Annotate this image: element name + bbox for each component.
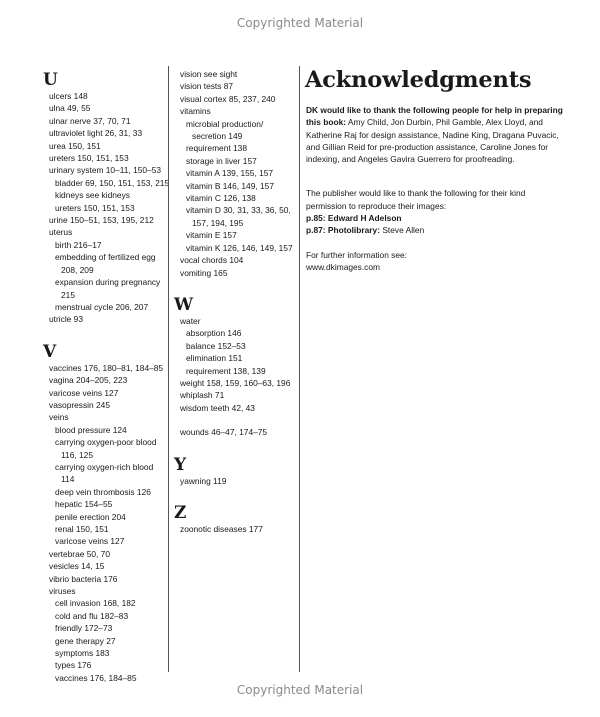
index-entry: ulna 49, 55 <box>49 103 91 114</box>
permissions-paragraph <box>306 187 566 236</box>
index-entry: urinary system 10–11, 150–53 <box>49 165 162 176</box>
index-entry: vision see sight <box>180 69 238 79</box>
index-subentry: vitamin D 30, 31, 33, 36, 50, <box>186 205 291 216</box>
website-link[interactable]: www.dkimages.com <box>306 261 381 272</box>
credit-p87-name: Steve Allen <box>380 225 425 236</box>
index-entry: varicose veins 127 <box>49 387 119 398</box>
section-spacer <box>174 487 294 501</box>
index-entry: urea 150, 151 <box>49 140 101 151</box>
index-section-letter: Y <box>174 454 187 475</box>
index-entry: utricle 93 <box>49 314 83 325</box>
index-entry: vomiting 165 <box>180 267 228 278</box>
index-subentry: cold and flu 182–83 <box>55 610 129 621</box>
index-entry: wounds 46–47, 174–75 <box>180 427 268 438</box>
copyright-watermark-bottom: Copyrighted Material <box>236 683 364 697</box>
index-entry: wisdom teeth 42, 43 <box>180 402 255 413</box>
index-entry: vertebrae 50, 70 <box>49 548 110 559</box>
index-entry: vesicles 14, 15 <box>49 561 105 572</box>
index-subentry: 208, 209 <box>61 264 94 275</box>
thanks-paragraph <box>306 104 566 165</box>
acknowledgments-title: Acknowledgments <box>305 67 532 93</box>
acknowledgments-section <box>306 66 566 285</box>
index-subentry: 215 <box>61 289 75 300</box>
index-subentry: birth 216–17 <box>55 239 102 250</box>
index-subentry: symptoms 183 <box>55 648 110 659</box>
index-entry: vision tests 87 <box>180 81 234 92</box>
index-entry: vitamins <box>180 106 211 117</box>
index-section-letter: Z <box>174 502 187 523</box>
section-spacer <box>43 326 165 340</box>
index-subentry: vitamin E 157 <box>186 230 237 241</box>
column-divider <box>299 66 300 672</box>
index-subentry: gene therapy 27 <box>55 635 116 646</box>
index-subentry: elimination 151 <box>186 353 243 364</box>
credit-p85: p.85: Edward H Adelson <box>306 213 402 224</box>
index-subentry: bladder 69, 150, 151, 153, 215 <box>55 177 170 188</box>
permissions-text: The publisher would like to thank the following for their kind permission to reproduce their images: <box>306 188 526 211</box>
index-entry: vocal chords 104 <box>180 255 244 266</box>
section-spacer <box>174 279 294 293</box>
index-subentry: absorption 146 <box>186 328 242 339</box>
index-entry: vaccines 176, 180–81, 184–85 <box>49 362 164 373</box>
index-entry: vibrio bacteria 176 <box>49 573 118 584</box>
section-spacer <box>174 414 294 426</box>
index-subentry: vitamin B 146, 149, 157 <box>186 180 274 191</box>
index-subentry: kidneys see kidneys <box>55 190 130 201</box>
further-info-text: For further information see: <box>306 249 408 260</box>
index-entry: ulnar nerve 37, 70, 71 <box>49 115 131 126</box>
index-entry: visual cortex 85, 237, 240 <box>180 93 276 104</box>
index-subentry: vitamin A 139, 155, 157 <box>186 168 274 179</box>
index-section-letter: U <box>43 70 58 90</box>
index-subentry: cell invasion 168, 182 <box>55 598 136 609</box>
index-entry: whiplash 71 <box>180 390 225 401</box>
index-subentry: vaccines 176, 184–85 <box>55 672 137 683</box>
index-entry: ureters 150, 151, 153 <box>49 153 129 164</box>
thanks-lead: DK would like to thank the following people for help in preparing this book: <box>306 105 563 128</box>
index-entry: veins <box>49 412 69 423</box>
index-subentry: carrying oxygen-poor blood <box>55 437 157 448</box>
thanks-text: Amy Child, Jon Durbin, Phil Gamble, Alex Lloyd, and Katherine Raj for design assistance, Nadine King, Dragana Puvacic, and Gillian Reid for pre-production assistance, Caroline Jones for indexing, and Angeles Gavira Guerrero for proofreading. <box>306 117 559 165</box>
index-subentry: varicose veins 127 <box>55 536 125 547</box>
index-subentry: 114 <box>61 474 75 485</box>
index-subentry: vitamin C 126, 138 <box>186 193 256 204</box>
index-entry: viruses <box>49 586 76 597</box>
credit-p87-label: p.87: Photolibrary: <box>306 225 380 236</box>
index-subentry: types 176 <box>55 660 92 671</box>
index-subentry: blood pressure 124 <box>55 424 127 435</box>
index-entry: water <box>180 315 201 326</box>
index-section-letter: V <box>43 341 57 362</box>
index-entry: vasopressin 245 <box>49 399 110 410</box>
index-subentry: ureters 150, 151, 153 <box>55 202 135 213</box>
index-subentry: requirement 138, 139 <box>186 365 266 376</box>
index-subentry: 116, 125 <box>61 449 93 460</box>
index-column-2 <box>174 68 294 535</box>
index-subentry: hepatic 154–55 <box>55 499 113 510</box>
index-subentry: deep vein thrombosis 126 <box>55 486 151 497</box>
index-entry: yawning 119 <box>180 475 227 486</box>
index-subentry: renal 150, 151 <box>55 524 109 534</box>
copyright-watermark-top: Copyrighted Material <box>236 16 364 30</box>
index-entry: weight 158, 159, 160–63, 196 <box>180 377 291 388</box>
index-column-1 <box>43 68 170 684</box>
index-entry: urine 150–51, 153, 195, 212 <box>49 215 154 226</box>
index-subentry: friendly 172–73 <box>55 623 113 634</box>
further-info-paragraph <box>306 249 566 274</box>
index-entry: zoonotic diseases 177 <box>180 523 263 534</box>
index-entry: ulcers 148 <box>49 91 88 101</box>
index-subentry: secretion 149 <box>192 131 243 142</box>
index-subentry: expansion during pregnancy <box>55 277 161 288</box>
index-subentry: microbial production/ <box>186 118 264 129</box>
index-subentry: vitamin K 126, 146, 149, 157 <box>186 242 293 253</box>
index-subentry: storage in liver 157 <box>186 155 257 166</box>
index-subentry: menstrual cycle 206, 207 <box>55 301 149 312</box>
index-subentry: carrying oxygen-rich blood <box>55 461 154 472</box>
index-subentry: requirement 138 <box>186 143 247 154</box>
index-entry: ultraviolet light 26, 31, 33 <box>49 128 143 139</box>
index-subentry: penile erection 204 <box>55 511 126 522</box>
column-divider <box>168 66 169 672</box>
index-entry: vagina 204–205, 223 <box>49 375 128 386</box>
index-section-letter: W <box>174 294 194 315</box>
index-subentry: 157, 194, 195 <box>192 217 244 228</box>
index-entry: uterus <box>49 227 73 238</box>
index-subentry: balance 152–53 <box>186 340 246 351</box>
index-subentry: embedding of fertilized egg <box>55 252 156 263</box>
section-spacer <box>174 439 294 453</box>
